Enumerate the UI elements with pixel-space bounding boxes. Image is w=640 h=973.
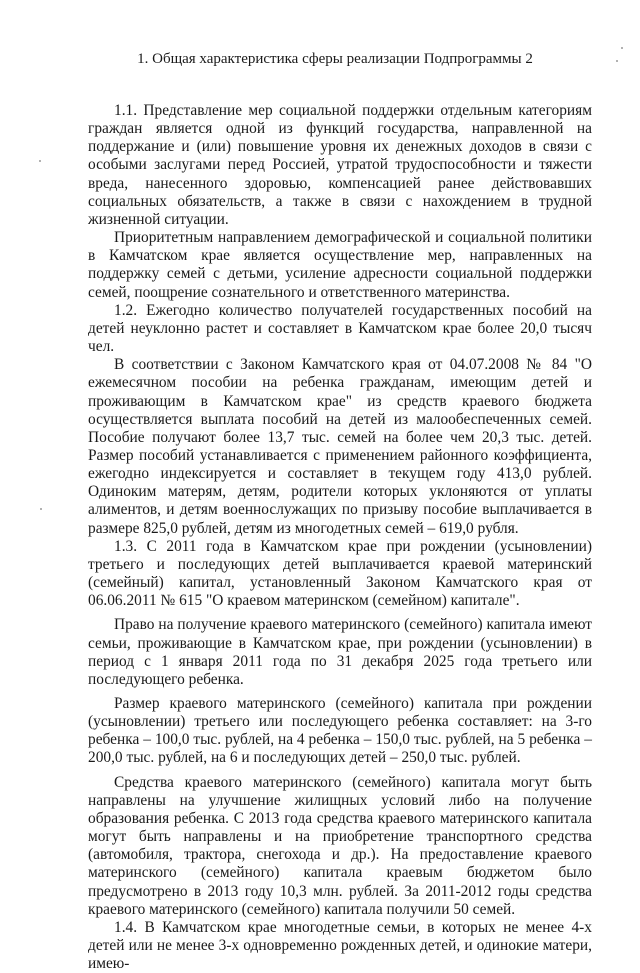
section-heading: 1. Общая характеристика сферы реализации Подпрограммы 2 [137, 51, 533, 67]
paragraph-1-4: 1.4. В Камчатском крае многодетные семьи, в которых не менее 4-х детей или не менее 3-х одновременно рожденных детей, и одинокие матери, имею- [88, 918, 592, 973]
scan-speck [39, 160, 41, 162]
paragraph-capital-size: Размер краевого материнского (семейного) капитала при рождении (усыновлении) третьего или последующего ребенка составляет: на 3-го ребенка – 100,0 тыс. рублей, на 4 ребенка – 150,0 тыс. рублей, на 5 ребенка – 200,0 тыс. рублей, на 6 и последующих детей – 250,0 тыс. рублей. [88, 695, 592, 767]
paragraph-capital-right: Право на получение краевого материнского (семейного) капитала имеют семьи, проживающие в Камчатском крае, при рождении (усыновлении) в период с 1 января 2011 года по 31 декабря 2025 года третьего или последующего ребенка. [88, 616, 592, 688]
scan-speck [616, 60, 618, 62]
paragraph-priority: Приоритетным направлением демографической и социальной политики в Камчатском крае является осуществление мер, направленных на поддержку семей с детьми, усиление адресности социальной поддержки семей, поощрение сознательного и ответственного материнства. [88, 229, 592, 301]
paragraph-capital-use: Средства краевого материнского (семейного) капитала могут быть направлены на улучшение жилищных условий либо на получение образования ребенка. С 2013 года средства краевого материнского капитала могут быть направлены и на приобретение транспортного средства (автомобиля, трактора, снегохода и др.). На предоставление краевого материнского (семейного) капитала краевым бюджетом было предусмотрено в 2013 году 10,3 млн. рублей. За 2011-2012 годы средства краевого материнского (семейного) капитала получили 50 семей. [88, 773, 592, 918]
scan-speck [621, 47, 623, 49]
paragraph-1-2: 1.2. Ежегодно количество получателей государственных пособий на детей неуклонно растет и составляет в Камчатском крае более 20,0 тысяч чел. [88, 301, 592, 356]
paragraph-1-3: 1.3. С 2011 года в Камчатском крае при рождении (усыновлении) третьего и последующих детей выплачивается краевой материнский (семейный) капитал, установленный Законом Камчатского края от 06.06.2011 № 615 "О краевом материнском (семейном) капитале". [88, 537, 592, 610]
scan-speck [40, 508, 42, 510]
paragraph-1-1: 1.1. Представление мер социальной поддержки отдельным категориям граждан является одной из функций государства, направленной на поддержание и (или) повышение уровня их денежных доходов в связи с особыми заслугами перед Россией, утратой трудоспособности и тяжести вреда, нанесенного здоровью, компенсацией ранее действовавших социальных обязательств, а также в связи с нахождением в трудной жизненной ситуации. [88, 102, 592, 228]
document-body [88, 102, 592, 973]
paragraph-law-84: В соответствии с Законом Камчатского края от 04.07.2008 № 84 "О ежемесячном пособии на ребенка гражданам, имеющим детей и проживающим в Камчатском крае" из средств краевого бюджета осуществляется выплата пособий на детей из малообеспеченных семей. Пособие получают более 13,7 тыс. семей на более чем 20,3 тыс. детей. Размер пособий устанавливается с применением районного коэффициента, ежегодно индексируется и составляет в текущем году 413,0 рублей. Одиноким матерям, детям, родители которых уклоняются от уплаты алиментов, и детям военнослужащих по призыву пособие выплачивается в размере 825,0 рублей, детям из многодетных семей – 619,0 рубля. [88, 356, 592, 537]
